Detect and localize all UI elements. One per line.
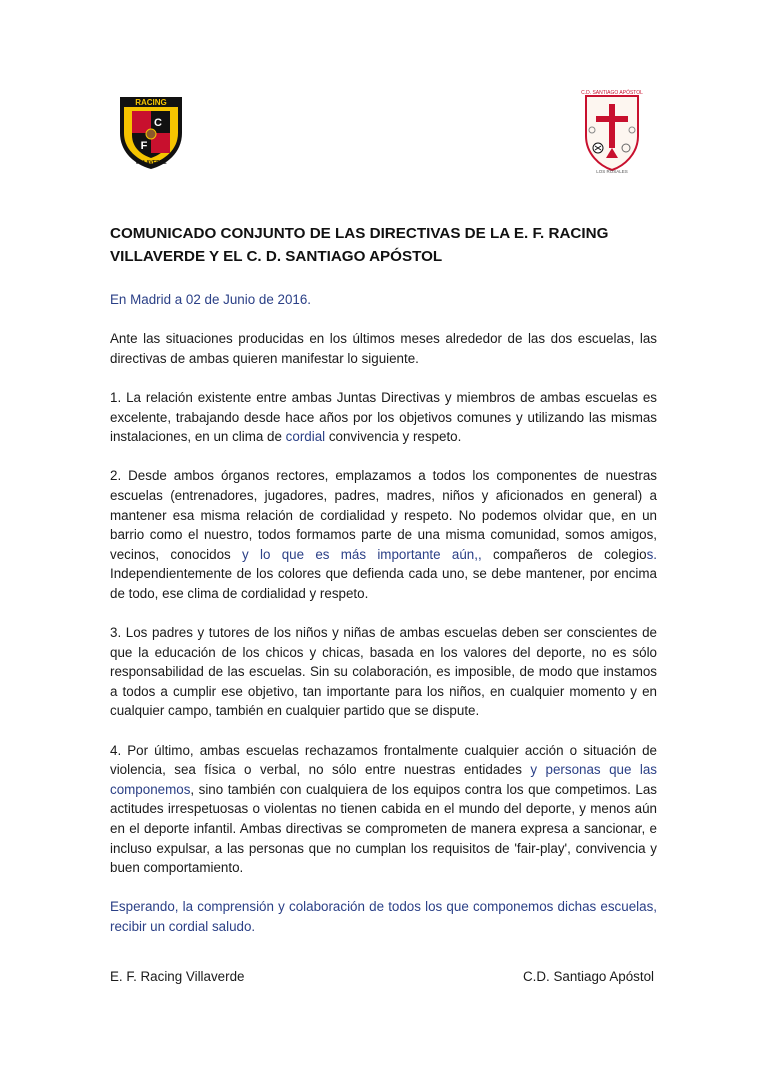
crest-bottom-text: LOS ROSALES bbox=[596, 169, 628, 174]
paragraph-3: 3. Los padres y tutores de los niños y niñas de ambas escuelas deben ser conscientes de que la educación de los chicos y chicas, basada en los valores del deporte, no es sólo responsabilidad de las escuelas. Sin su colaboración, es imposible, de modo que instamos a todos a cumplir ese objetivo, tan importante para los niños, en cualquier momento y en cualquier campo, también en cualquier partido que se dispute. bbox=[110, 625, 657, 719]
highlight-s: s. bbox=[646, 546, 657, 562]
paragraph-2-colegio: compañeros de colegio bbox=[481, 546, 647, 562]
signature-santiago: C.D. Santiago Apóstol bbox=[522, 969, 654, 984]
paragraph-2 bbox=[110, 466, 657, 603]
crest-letter-c: C bbox=[154, 117, 162, 129]
document-body bbox=[110, 290, 657, 956]
paragraph-1-end: convivencia y respeto. bbox=[325, 429, 462, 445]
santiago-apostol-crest bbox=[576, 86, 648, 174]
highlight-cordial: cordial bbox=[285, 429, 326, 445]
crest-top-text: RACING bbox=[135, 98, 167, 107]
document-title: COMUNICADO CONJUNTO DE LAS DIRECTIVAS DE LA E. F. RACING VILLAVERDE Y EL C. D. SANTIAGO APÓSTOL bbox=[110, 225, 609, 265]
highlight-personas: y personas que las componemos bbox=[110, 762, 657, 797]
crest-top-text: C.D. SANTIAGO APÓSTOL bbox=[581, 90, 643, 96]
paragraph-1 bbox=[110, 388, 657, 447]
crest-letter-f: F bbox=[140, 140, 148, 152]
paragraph-4-end: , sino también con cualquiera de los equipos contra los que competimos. Las actitudes irrespetuosas o violentas no tienen cabida en el mundo del deporte, y menos aún en el deporte infantil. Ambas directivas se comprometen de manera expresa a sancionar, e incluso expulsar, a las personas que no cumplan los requisitos de 'fair-play', convivencia y buen comportamiento. bbox=[110, 781, 657, 876]
closing-paragraph: Esperando, la comprensión y colaboración de todos los que componemos dichas escuelas, recibir un cordial saludo. bbox=[110, 899, 657, 934]
paragraph-1-text: 1. La relación existente entre ambas Juntas Directivas y miembros de ambas escuelas es excelente, trabajando desde hace años por los objetivos comunes y utilizando las mismas instalaciones, en un clima de bbox=[110, 389, 657, 445]
crest-bottom-text: VILLAVERDE bbox=[135, 160, 167, 166]
paragraph-4 bbox=[110, 741, 657, 878]
paragraph-2-end: Independientemente de los colores que defienda cada uno, se debe mantener, por encima de todo, ese clima de cordialidad y respeto. bbox=[110, 566, 657, 601]
signature-racing: E. F. Racing Villaverde bbox=[110, 969, 245, 984]
intro-paragraph: Ante las situaciones producidas en los últimos meses alrededor de las dos escuelas, las directivas de ambas quieren manifestar lo siguiente. bbox=[110, 331, 657, 366]
highlight-importante: y lo que es más importante aún,, bbox=[242, 546, 482, 562]
racing-villaverde-crest bbox=[116, 93, 186, 171]
paragraph-2-text: 2. Desde ambos órganos rectores, emplazamos a todos los componentes de nuestras escuelas (entrenadores, jugadores, padres, madres, niños y aficionados en general) a mantener esa misma relación de cordialidad y respeto. No podemos olvidar que, en un barrio como el nuestro, todos formamos parte de una misma comunidad, somos amigos, vecinos, conocidos bbox=[110, 468, 657, 562]
paragraph-4-text: 4. Por último, ambas escuelas rechazamos frontalmente cualquier acción o situación de violencia, sea física o verbal, no sólo entre nuestras entidades bbox=[110, 742, 657, 778]
date-line: En Madrid a 02 de Junio de 2016. bbox=[110, 292, 312, 307]
